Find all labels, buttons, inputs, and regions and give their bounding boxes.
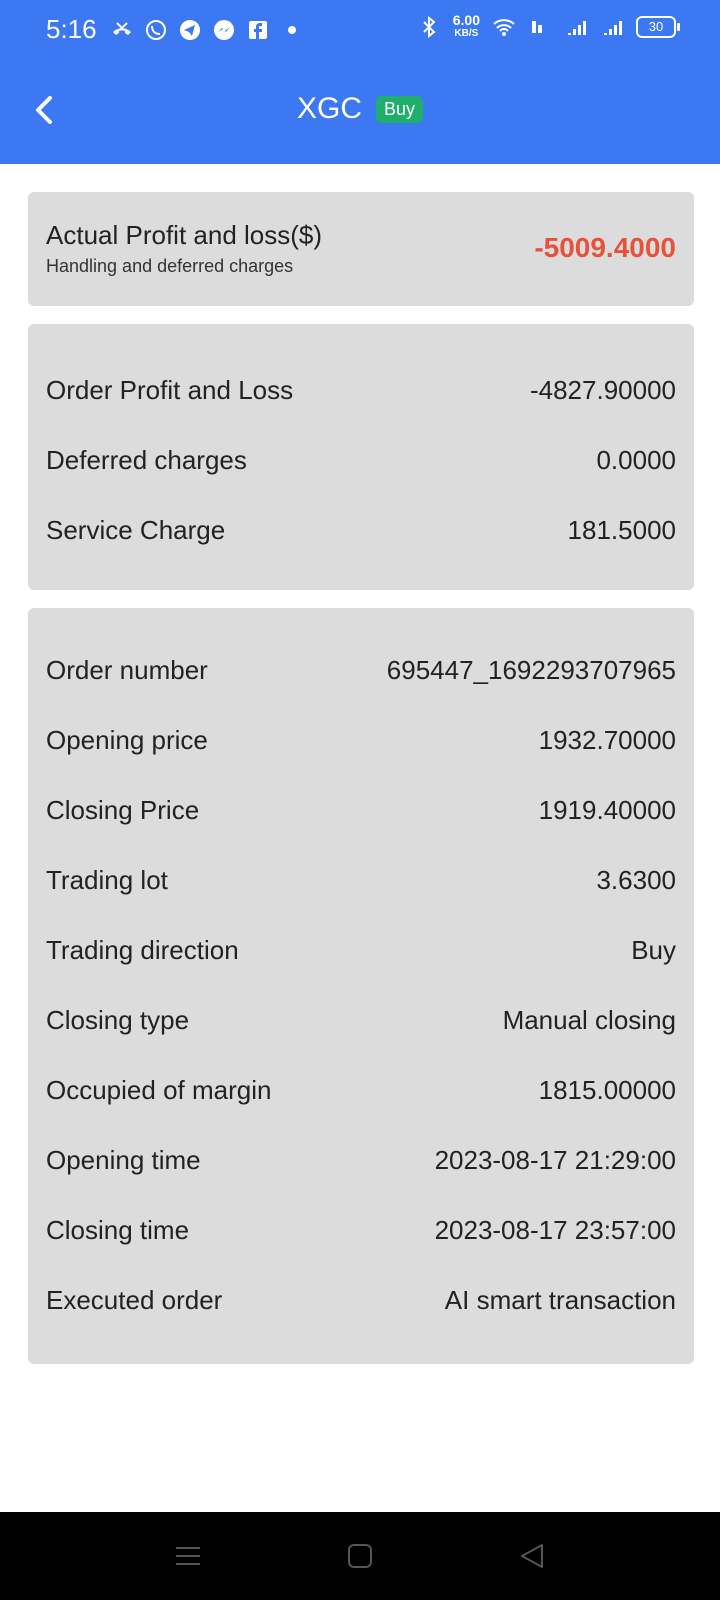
charge-value: -4827.90000	[529, 374, 676, 405]
net-speed-value: 6.00	[452, 12, 480, 28]
detail-label: Opening price	[46, 724, 208, 755]
direction-badge: Buy	[376, 96, 423, 123]
status-bar	[0, 0, 720, 64]
messenger-icon	[212, 18, 236, 42]
detail-value: Buy	[631, 934, 676, 965]
facebook-icon	[246, 18, 270, 42]
title-area	[0, 92, 720, 126]
charge-row	[46, 440, 676, 480]
charge-value: 0.0000	[596, 444, 676, 475]
detail-label: Closing time	[46, 1214, 190, 1245]
missed-call-icon	[110, 18, 134, 42]
summary-value: -5009.4000	[534, 232, 676, 263]
detail-row	[46, 1070, 676, 1110]
charges-card	[28, 324, 694, 590]
detail-value: 2023-08-17 23:57:00	[434, 1214, 676, 1245]
system-nav-bar	[0, 1512, 720, 1600]
detail-label: Occupied of margin	[46, 1074, 272, 1105]
detail-value: 3.6300	[596, 864, 676, 895]
summary-title: Actual Profit and loss($)	[46, 220, 323, 250]
detail-label: Closing Price	[46, 794, 200, 825]
detail-row	[46, 1140, 676, 1180]
back-nav-icon[interactable]	[516, 1540, 548, 1572]
signal-icon-2	[600, 15, 624, 39]
menu-icon[interactable]	[172, 1540, 204, 1572]
notification-icons	[110, 18, 304, 42]
home-icon[interactable]	[344, 1540, 376, 1572]
dot-icon	[280, 18, 304, 42]
telegram-icon	[178, 18, 202, 42]
charge-row	[46, 510, 676, 550]
detail-row	[46, 860, 676, 900]
order-details-card	[28, 608, 694, 1364]
charge-label: Service Charge	[46, 514, 226, 545]
charge-label: Order Profit and Loss	[46, 374, 294, 405]
net-speed	[453, 14, 480, 40]
system-status	[417, 14, 676, 40]
detail-value: Manual closing	[502, 1004, 676, 1035]
detail-value: 1919.40000	[538, 794, 676, 825]
app-header	[0, 0, 720, 164]
detail-label: Executed order	[46, 1284, 223, 1315]
bluetooth-icon	[417, 15, 441, 39]
profit-summary-card	[28, 192, 694, 306]
summary-subtitle: Handling and deferred charges	[46, 256, 294, 276]
signal-icon	[564, 15, 588, 39]
detail-label: Trading direction	[46, 934, 239, 965]
whatsapp-icon	[144, 18, 168, 42]
detail-row	[46, 930, 676, 970]
detail-label: Trading lot	[46, 864, 168, 895]
detail-label: Opening time	[46, 1144, 201, 1175]
wifi-icon	[492, 15, 516, 39]
detail-row	[46, 720, 676, 760]
status-time: 5:16	[46, 14, 97, 44]
battery-indicator: 30	[636, 16, 676, 38]
detail-value: 1932.70000	[538, 724, 676, 755]
detail-value: 1815.00000	[538, 1074, 676, 1105]
detail-row	[46, 790, 676, 830]
charge-row	[46, 370, 676, 410]
detail-value: 2023-08-17 21:29:00	[434, 1144, 676, 1175]
detail-value: AI smart transaction	[444, 1284, 676, 1315]
charge-label: Deferred charges	[46, 444, 247, 475]
detail-row	[46, 1210, 676, 1250]
detail-value: 695447_1692293707965	[386, 654, 676, 685]
detail-row	[46, 1280, 676, 1320]
net-speed-unit: KB/S	[454, 28, 479, 39]
detail-row	[46, 650, 676, 690]
detail-label: Closing type	[46, 1004, 190, 1035]
volte-icon	[528, 15, 552, 39]
page-title: XGC	[296, 92, 362, 125]
detail-label: Order number	[46, 654, 208, 685]
charge-value: 181.5000	[567, 514, 676, 545]
detail-row	[46, 1000, 676, 1040]
